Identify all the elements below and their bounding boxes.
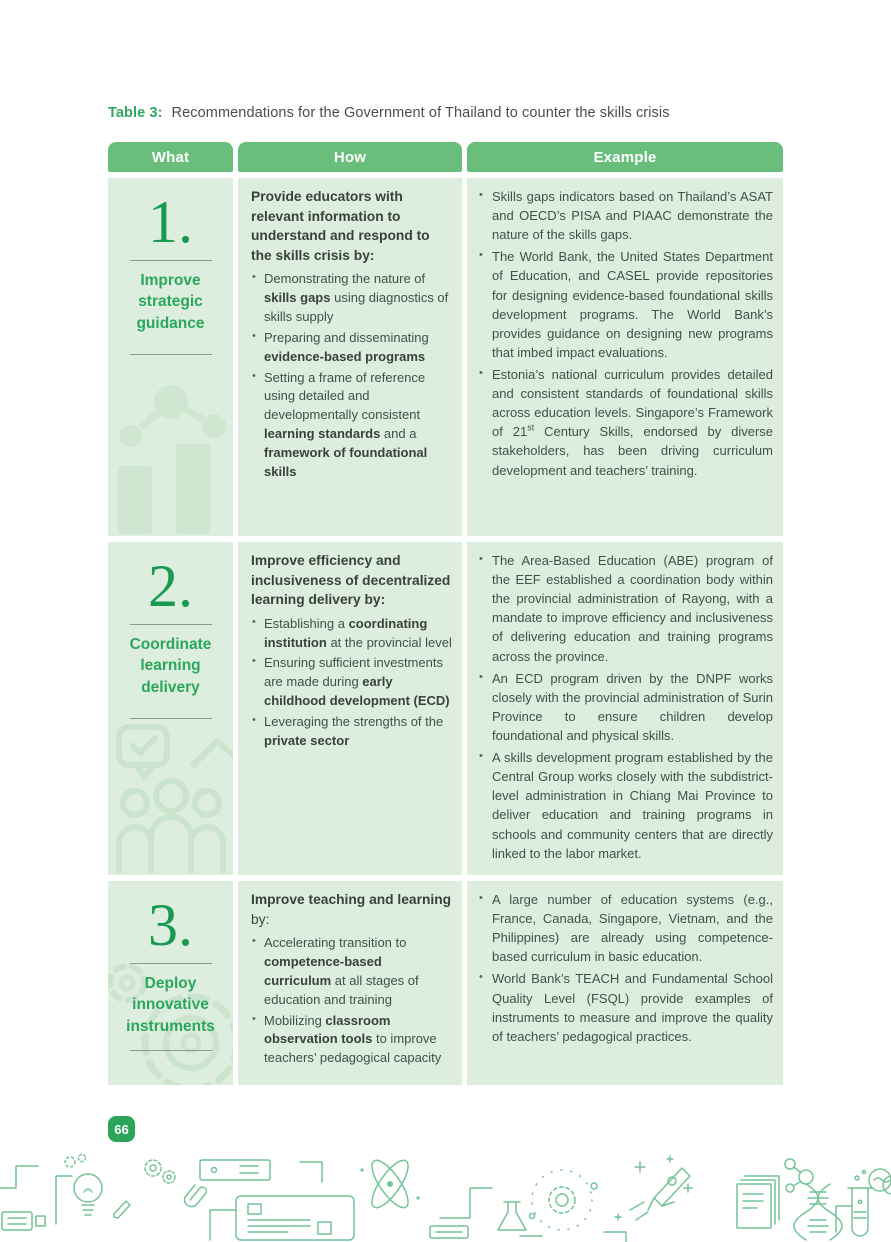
- divider: [130, 354, 212, 355]
- bullet-item: • The World Bank, the United States Department of Education, and CASEL provide repositories for designing evidence-based foundational skills development programs. The World Bank’s provides guidance on designing new programs that imbed impact evaluations.: [478, 247, 773, 362]
- lightbulb-icon: [65, 1155, 102, 1216]
- people-group-watermark-icon: [108, 723, 233, 873]
- row-number: 3.: [148, 892, 193, 958]
- dna-icon: [794, 1184, 842, 1240]
- bullet-item: • Preparing and disseminating evidence-based programs: [251, 329, 452, 367]
- laptop-icon: [236, 1196, 354, 1240]
- documents-icon: [737, 1176, 779, 1228]
- row-number: 2.: [148, 553, 193, 619]
- bullet-item: • Skills gaps indicators based on Thailand’s ASAT and OECD’s PISA and PIAAC demonstrate the nature of the skills gaps.: [478, 187, 773, 244]
- what-label: Improve strategic guidance: [136, 272, 205, 332]
- gears-icon: [145, 1160, 175, 1183]
- how-lead: Provide educators with relevant information to understand and respond to the skills crisis by:: [251, 189, 430, 263]
- bar-chart-watermark-icon: [110, 366, 232, 534]
- usb-drive-icon: [2, 1212, 45, 1230]
- rocket-icon: [630, 1168, 690, 1220]
- what-label: Coordinate learning delivery: [129, 636, 212, 696]
- bullet-item: • Accelerating transition to competence-based curriculum at all stages of education and training: [251, 934, 452, 1009]
- example-cell-row3: [467, 881, 783, 1085]
- example-bullet-list: [478, 187, 773, 480]
- pencil-icon: [114, 1201, 130, 1218]
- footer-doodle-band: [0, 1154, 891, 1242]
- page-number-badge: 66: [108, 1116, 135, 1142]
- column-header-what: What: [108, 142, 233, 172]
- how-bullet-list: [251, 934, 452, 1068]
- bullet-item: • Estonia’s national curriculum provides detailed and consistent standards of foundational skills across education levels. Singapore’s Framework of 21st Century Skills, endorsed by diverse stakeholders, has been driving curriculum development and teachers’ training.: [478, 365, 773, 480]
- email-badge-icon: [430, 1226, 468, 1238]
- brain-icon: [869, 1169, 891, 1194]
- orbit-icon: [530, 1170, 598, 1230]
- bullet-item: • World Bank’s TEACH and Fundamental School Quality Level (FSQL) provide examples of instruments to measure and improve the quality of teachers’ pedagogical practices.: [478, 969, 773, 1045]
- how-cell-row1: [238, 178, 462, 536]
- bullet-item: • Demonstrating the nature of skills gaps using diagnostics of skills supply: [251, 270, 452, 327]
- row-number: 1.: [148, 189, 193, 255]
- table-caption-text: Recommendations for the Government of Thailand to counter the skills crisis: [171, 105, 670, 121]
- bullet-item: • An ECD program driven by the DNPF works closely with the provincial administration of Surin Province to ensure children develop foundational and physical skills.: [478, 669, 773, 745]
- example-cell-row2: [467, 542, 783, 875]
- what-cell-row1: [108, 178, 233, 536]
- bullet-item: • Setting a frame of reference using detailed and developmentally consistent learning standards and a framework of foundational skills: [251, 369, 452, 482]
- example-bullet-list: [478, 551, 773, 863]
- bullet-item: • The Area-Based Education (ABE) program of the EEF established a coordination body within the provincial administration of Rayong, with a mandate to improve efficiency and inclusiveness of delivering education and training programs across the province.: [478, 551, 773, 666]
- bullet-item: • Ensuring sufficient investments are made during early childhood development (ECD): [251, 654, 452, 711]
- paperclip-icon: [184, 1185, 206, 1207]
- what-cell-row3: [108, 881, 233, 1085]
- how-lead: Improve efficiency and inclusiveness of decentralized learning delivery by:: [251, 553, 451, 608]
- atom-icon: [360, 1155, 419, 1212]
- recommendations-table: [108, 142, 783, 1085]
- divider: [130, 1050, 212, 1051]
- example-cell-row1: [467, 178, 783, 536]
- divider: [130, 963, 212, 964]
- table-caption-label: Table 3:: [108, 105, 163, 121]
- how-bullet-list: [251, 270, 452, 481]
- divider: [130, 718, 212, 719]
- bullet-item: • A skills development program established by the Central Group works closely with the subdistrict-level administration in Chiang Mai Province to deliver education and training programs in schools and community centers that are directly linked to the labor market.: [478, 748, 773, 863]
- table-caption: [108, 105, 670, 121]
- how-cell-row2: [238, 542, 462, 875]
- molecule-icon: [785, 1159, 813, 1192]
- server-icon: [200, 1160, 270, 1180]
- flask-icon: [498, 1202, 526, 1230]
- bullet-item: • A large number of education systems (e.g., France, Canada, Singapore, Vietnam, and the Philippines) are already using competence-based curriculum in basic education.: [478, 890, 773, 966]
- divider: [130, 624, 212, 625]
- what-cell-row2: [108, 542, 233, 875]
- how-cell-row3: [238, 881, 462, 1085]
- stars-icon: [615, 1156, 692, 1220]
- column-header-how: How: [238, 142, 462, 172]
- how-bullet-list: [251, 615, 452, 751]
- column-header-example: Example: [467, 142, 783, 172]
- bullet-item: • Establishing a coordinating institution at the provincial level: [251, 615, 452, 653]
- example-bullet-list: [478, 890, 773, 1046]
- divider: [130, 260, 212, 261]
- what-label: Deploy innovative instruments: [126, 975, 215, 1035]
- how-lead: Improve teaching and learning by:: [251, 892, 452, 927]
- bullet-item: • Leveraging the strengths of the private sector: [251, 713, 452, 751]
- bullet-item: • Mobilizing classroom observation tools to improve teachers’ pedagogical capacity: [251, 1012, 452, 1069]
